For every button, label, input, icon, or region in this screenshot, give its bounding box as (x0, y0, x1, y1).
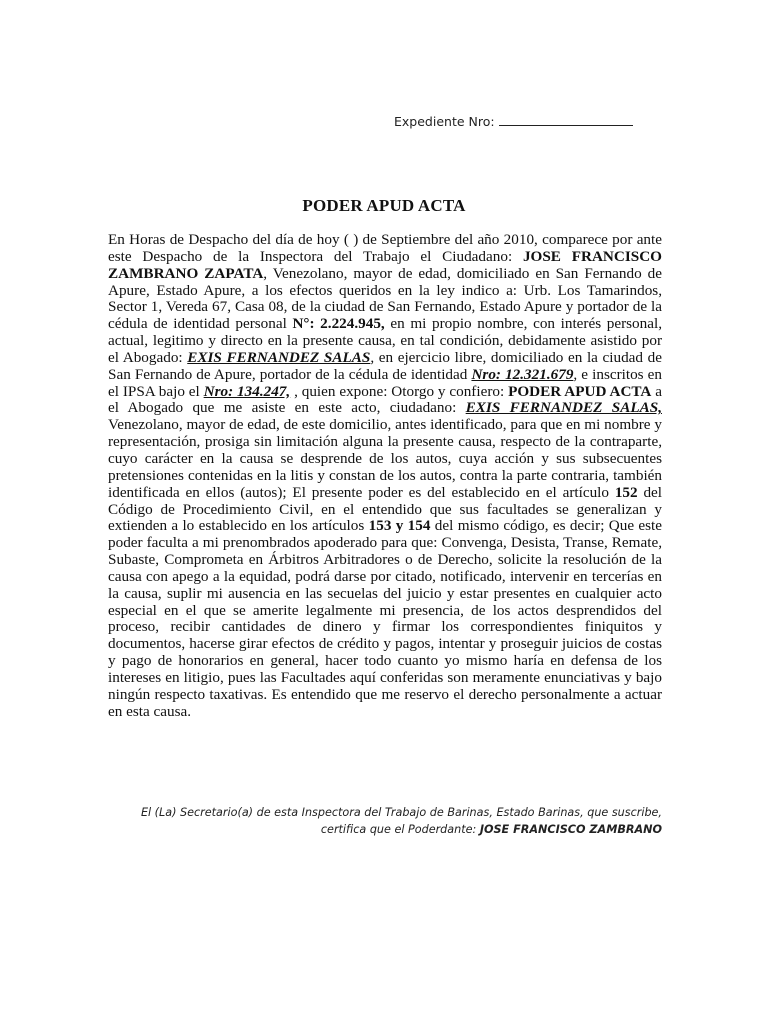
document-title: PODER APUD ACTA (302, 196, 466, 215)
body-segment: En Horas de Despacho del día de hoy ( ) de Septiembre del año 2010, comparece por ante este Despacho de la Inspectora del Trabajo el Ciudadano: (108, 231, 662, 265)
ipsa-number: Nro: 134.247, (203, 382, 291, 400)
secretary-certification (140, 804, 662, 838)
body-segment: , e inscritos en el IPSA bajo el (108, 365, 663, 400)
grantor-id-number: N°: 2.224.945, (292, 315, 385, 333)
body-segment: , Venezolano, mayor de edad, domiciliado en San Fernando de Apure, Estado Apure, a los efectos queridos en la ley indico a: Urb. Los Tamarindos, Sector 1, Vereda 67, Casa 08, de la ciudad de San Fernando, Estado Apure y portador de la cédula de identidad personal (108, 264, 662, 333)
body-segment: en mi propio nombre, con interés personal, actual, legitimo y directo en la presente causa, en tal condición, debidamente asistido por el Abogado: (108, 315, 662, 366)
body-segment: a el Abogado que me asiste en este acto, ciudadano: (108, 382, 663, 417)
poder-apud-acta-inline: PODER APUD ACTA (508, 382, 652, 400)
articles-153-154: 153 y 154 (368, 517, 431, 535)
grantor-name: JOSE FRANCISCO ZAMBRANO ZAPATA (108, 247, 662, 282)
body-segment: Venezolano, mayor de edad, de este domicilio, antes identificado, para que en mi nombre y representación, prosiga sin limitación alguna la presente causa, respecto de la contraparte, cuyo carácter en la causa se desprende de los autos, cuya acción y sus subsecuentes pretensiones contenidas en la litis y constan de los autos, contra la parte contraria, también identificada en ellos (autos); El presente poder es del establecido en el artículo (108, 416, 662, 501)
body-segment: del Código de Procedimiento Civil, en el entendido que sus facultades se generalizan y extienden a lo establecido en los artículos (108, 483, 662, 535)
expediente-blank-line (499, 114, 633, 126)
body-segment: del mismo código, es decir; Que este poder faculta a mi prenombrados apoderado para que: Convenga, Desista, Transe, Remate, Subaste, Comprometa en Árbitros Arbitradores o de Derecho, solicite la resolución de la causa con apego a la equidad, podrá darse por citado, notificado, intervenir en tercerías en la causa, suplir mi ausencia en las secuelas del juicio y estar presentes en cualquier acto especial en el que se amerite legalmente mi presencia, de los actos desprendidos del proceso, recibir cantidades de dinero y firmar los correspondientes finiquitos y documentos, hacerse girar efectos de crédito y pagos, intentar y proseguir juicios de costas y pago de honorarios en general, hacer todo cuanto yo mismo haría en defensa de los intereses en litigio, pues las Facultades aquí conferidas son meramente enunciativas y bajo ningún respecto taxativas. Es entendido que me reservo el derecho personalmente a actuar en esta causa. (108, 517, 663, 720)
article-152: 152 (614, 483, 638, 501)
body-segment: , quien expone: Otorgo y confiero: (290, 382, 509, 400)
expediente-label: Expediente Nro: (394, 114, 495, 129)
body-segment: , en ejercicio libre, domiciliado en la ciudad de San Fernando de Apure, portador de la cédula de identidad (108, 348, 662, 383)
document-body (108, 232, 662, 720)
lawyer-name-repeat: EXIS FERNANDEZ SALAS, (465, 399, 662, 417)
certified-grantor-name: JOSE FRANCISCO ZAMBRANO (479, 823, 662, 836)
certification-text: El (La) Secretario(a) de esta Inspectora del Trabajo de Barinas, Estado Barinas, que suscribe, certifica que el Poderdante: (140, 806, 662, 836)
expediente-field (394, 114, 633, 129)
lawyer-name: EXIS FERNANDEZ SALAS (187, 348, 371, 366)
lawyer-id-number: Nro: 12.321.679 (471, 365, 574, 383)
